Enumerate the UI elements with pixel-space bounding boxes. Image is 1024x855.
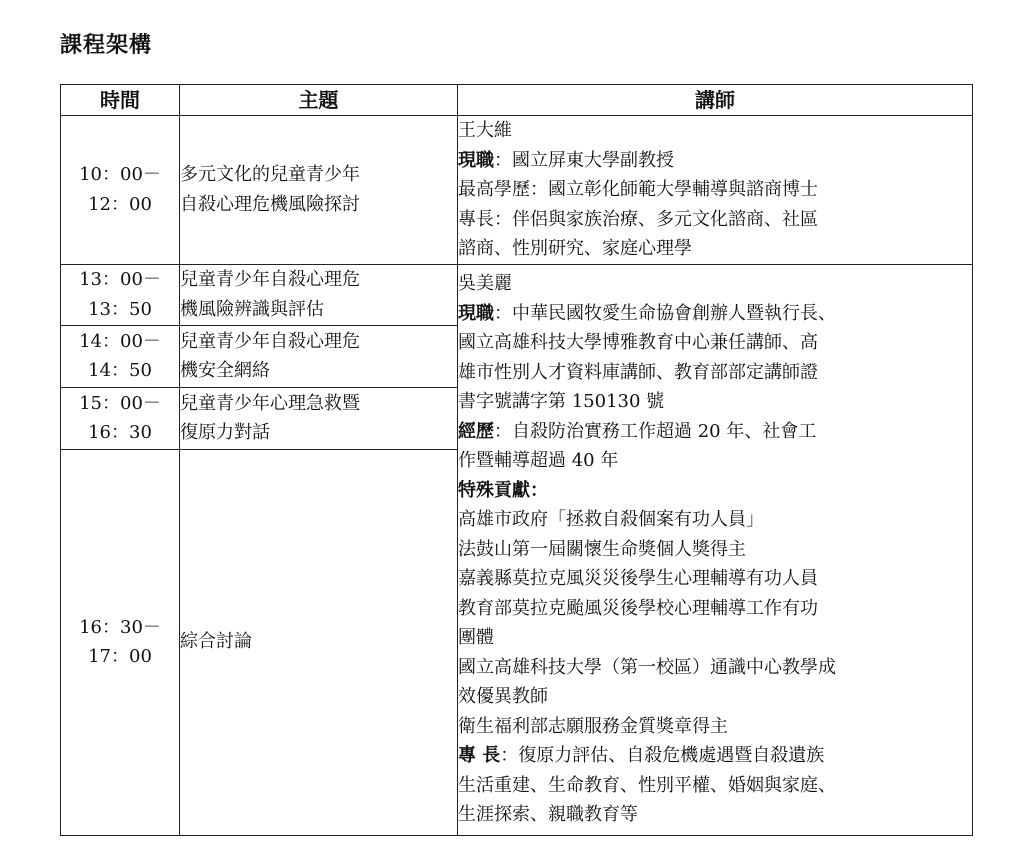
contribution-item: 教育部莫拉克颱風災後學校心理輔導工作有功 bbox=[458, 597, 818, 619]
time-start: 10：00－ bbox=[79, 164, 161, 186]
time-start: 15：00－ bbox=[79, 392, 161, 414]
column-header-topic: 主題 bbox=[180, 85, 458, 116]
topic-line: 兒童青少年自殺心理危 bbox=[180, 330, 360, 352]
topic-cell bbox=[180, 264, 458, 325]
page-heading: 課程架構 bbox=[60, 33, 153, 58]
instructor-position: 國立高雄科技大學博雅教育中心兼任講師、高 bbox=[458, 332, 818, 354]
contribution-item: 團體 bbox=[458, 627, 494, 649]
instructor-education: 最高學歷：國立彰化師範大學輔導與諮商博士 bbox=[458, 179, 818, 200]
topic-line: 機安全網絡 bbox=[180, 360, 270, 381]
topic-cell bbox=[180, 116, 458, 265]
expertise-label: 專 長 bbox=[458, 745, 501, 767]
instructor-experience: 作暨輔導超過 40 年 bbox=[458, 450, 619, 472]
contribution-item: 法鼓山第一屆關懷生命獎個人獎得主 bbox=[458, 538, 746, 560]
instructor-position: 書字號講字第 150130 號 bbox=[458, 391, 665, 413]
instructor-expertise: 專長：伴侶與家族治療、多元文化諮商、社區 bbox=[458, 208, 818, 230]
contribution-item: 嘉義縣莫拉克風災災後學生心理輔導有功人員 bbox=[458, 568, 818, 590]
contribution-item: 國立高雄科技大學（第一校區）通識中心教學成 bbox=[458, 656, 836, 678]
time-end: 14：50 bbox=[88, 360, 152, 381]
time-cell bbox=[61, 387, 180, 449]
instructor-experience: 經歷：自殺防治實務工作超過 20 年、社會工 bbox=[458, 420, 817, 442]
time-cell bbox=[61, 264, 180, 325]
instructor-position: 現職：國立屏東大學副教授 bbox=[458, 149, 674, 171]
time-start: 14：00－ bbox=[79, 330, 161, 352]
instructor-cell-2 bbox=[458, 264, 973, 835]
column-header-instructor: 講師 bbox=[458, 85, 973, 116]
topic-line: 兒童青少年心理急救暨 bbox=[180, 392, 360, 414]
time-cell bbox=[61, 325, 180, 387]
instructor-expertise: 諮商、性別研究、家庭心理學 bbox=[458, 238, 692, 259]
topic-cell bbox=[180, 325, 458, 387]
topic-line: 機風險辨識與評估 bbox=[180, 298, 324, 320]
time-start: 13：00－ bbox=[79, 269, 161, 290]
topic-cell bbox=[180, 449, 458, 835]
instructor-position: 雄市性別人才資料庫講師、教育部部定講師證 bbox=[458, 361, 818, 383]
topic-line: 綜合討論 bbox=[180, 631, 252, 653]
instructor-expertise: 專 長：復原力評估、自殺危機處遇暨自殺遺族 bbox=[458, 745, 825, 767]
topic-line: 自殺心理危機風險探討 bbox=[180, 193, 360, 215]
instructor-cell-1 bbox=[458, 116, 973, 265]
table-row bbox=[61, 264, 973, 325]
position-label: 現職 bbox=[458, 302, 494, 324]
contributions-label: 特殊貢獻： bbox=[458, 479, 548, 501]
topic-cell bbox=[180, 387, 458, 449]
table-row bbox=[61, 116, 973, 265]
contribution-item: 效優異教師 bbox=[458, 686, 548, 708]
topic-line: 多元文化的兒童青少年 bbox=[180, 164, 360, 186]
time-start: 16：30－ bbox=[79, 616, 161, 638]
contribution-item: 衛生福利部志願服務金質獎章得主 bbox=[458, 715, 728, 737]
topic-line: 復原力對話 bbox=[180, 422, 270, 443]
position-label: 現職 bbox=[458, 149, 494, 171]
time-end: 17：00 bbox=[88, 646, 152, 667]
course-schedule-table bbox=[60, 84, 973, 836]
column-header-time: 時間 bbox=[61, 85, 180, 116]
time-end: 16：30 bbox=[88, 422, 152, 443]
instructor-expertise: 生涯探索、親職教育等 bbox=[458, 804, 638, 826]
instructor-position: 現職：中華民國牧愛生命協會創辦人暨執行長、 bbox=[458, 302, 836, 324]
time-end: 12：00 bbox=[88, 193, 152, 215]
instructor-name: 吳美麗 bbox=[458, 273, 512, 295]
topic-line: 兒童青少年自殺心理危 bbox=[180, 269, 360, 290]
time-end: 13：50 bbox=[88, 298, 152, 320]
instructor-name: 王大維 bbox=[458, 120, 512, 141]
time-cell bbox=[61, 449, 180, 835]
table-header-row bbox=[61, 85, 973, 116]
contribution-item: 高雄市政府「拯救自殺個案有功人員」 bbox=[458, 509, 764, 531]
time-cell bbox=[61, 116, 180, 265]
instructor-expertise: 生活重建、生命教育、性別平權、婚姻與家庭、 bbox=[458, 774, 836, 796]
experience-label: 經歷 bbox=[458, 420, 494, 442]
